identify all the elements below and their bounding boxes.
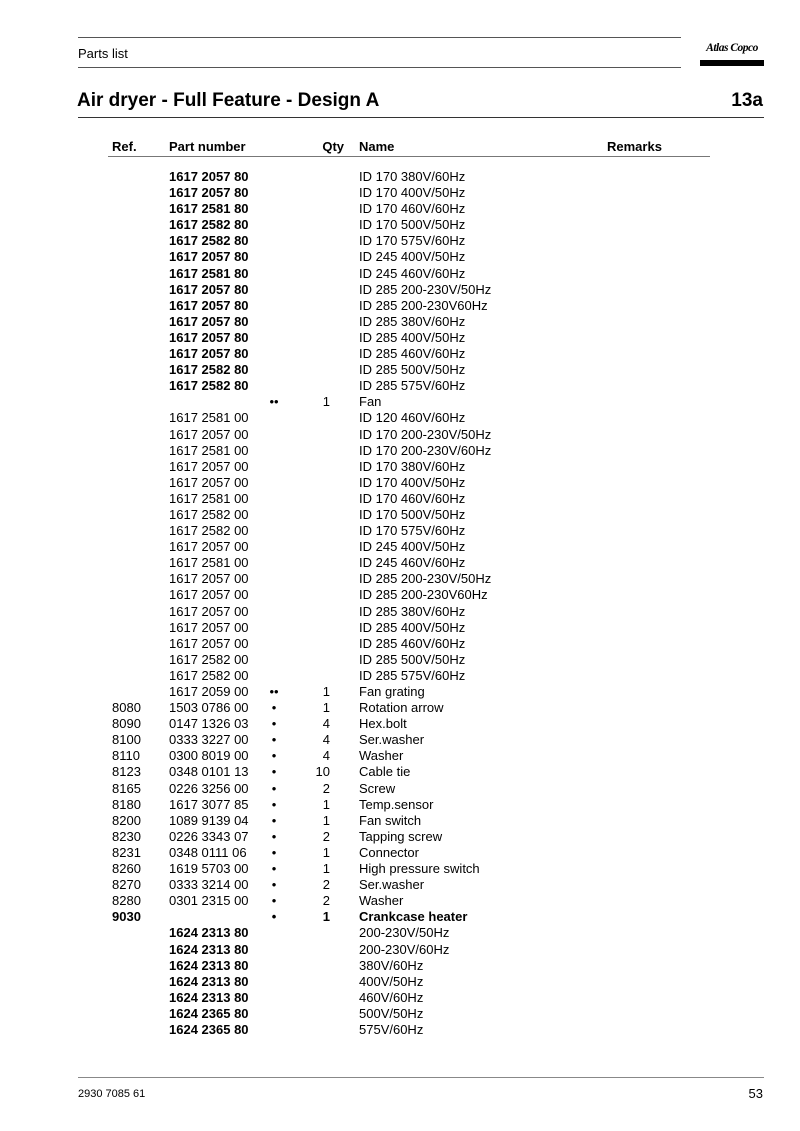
parts-table bbox=[0, 169, 800, 1038]
part-number-cell: 1617 2582 80 bbox=[169, 233, 249, 249]
table-row bbox=[0, 394, 800, 410]
part-number-cell: 1624 2365 80 bbox=[169, 1021, 249, 1037]
ref-cell: 8100 bbox=[112, 732, 141, 748]
qty-cell: 1 bbox=[322, 909, 330, 925]
table-row bbox=[0, 459, 800, 475]
level-marker: • bbox=[271, 780, 277, 796]
table-row bbox=[0, 185, 800, 201]
qty-cell: 1 bbox=[322, 844, 330, 860]
level-marker: • bbox=[271, 748, 277, 764]
name-cell: ID 170 380V/60Hz bbox=[359, 169, 466, 184]
name-cell: 200-230V/60Hz bbox=[359, 941, 450, 957]
qty-cell: 2 bbox=[322, 877, 330, 893]
name-cell: ID 245 460V/60Hz bbox=[359, 265, 466, 281]
table-row bbox=[0, 217, 800, 233]
table-row bbox=[0, 378, 800, 394]
name-cell: ID 170 460V/60Hz bbox=[359, 201, 466, 217]
table-row bbox=[0, 813, 800, 829]
name-cell: ID 285 380V/60Hz bbox=[359, 603, 466, 619]
table-row bbox=[0, 620, 800, 636]
table-row bbox=[0, 475, 800, 491]
part-number-cell: 0301 2315 00 bbox=[169, 893, 249, 909]
column-header-ref: Ref. bbox=[112, 139, 137, 154]
part-number-cell: 1624 2365 80 bbox=[169, 1005, 249, 1021]
name-cell: Fan grating bbox=[359, 684, 425, 699]
table-row bbox=[0, 571, 800, 587]
level-marker: • bbox=[271, 909, 277, 925]
name-cell: ID 285 400V/50Hz bbox=[359, 329, 466, 345]
part-number-cell: 0226 3343 07 bbox=[169, 828, 249, 844]
ref-cell: 8165 bbox=[112, 780, 141, 796]
part-number-cell: 1617 2057 80 bbox=[169, 249, 249, 265]
name-cell: 400V/50Hz bbox=[359, 973, 424, 989]
part-number-cell: 0226 3256 00 bbox=[169, 780, 249, 796]
table-row bbox=[0, 700, 800, 716]
name-cell: ID 170 200-230V/50Hz bbox=[359, 426, 492, 442]
part-number-cell: 1617 2057 80 bbox=[169, 329, 249, 345]
name-cell: Ser.washer bbox=[359, 877, 425, 893]
table-row bbox=[0, 861, 800, 877]
part-number-cell: 0333 3214 00 bbox=[169, 877, 249, 893]
part-number-cell: 1617 2057 00 bbox=[169, 474, 249, 490]
column-header-name: Name bbox=[359, 139, 395, 154]
logo-wordmark: Atlas Copco bbox=[706, 42, 758, 54]
name-cell: Crankcase heater bbox=[359, 909, 468, 925]
qty-cell: 2 bbox=[322, 893, 330, 909]
name-cell: ID 120 460V/60Hz bbox=[359, 410, 466, 426]
part-number-cell: 1624 2313 80 bbox=[169, 957, 249, 973]
table-row bbox=[0, 652, 800, 668]
part-number-cell: 1617 2057 00 bbox=[169, 603, 249, 619]
name-cell: ID 285 380V/60Hz bbox=[359, 313, 466, 329]
logo-bar bbox=[700, 60, 764, 66]
part-number-cell: 1617 2057 00 bbox=[169, 635, 249, 651]
name-cell: ID 285 200-230V/50Hz bbox=[359, 281, 492, 297]
name-cell: ID 170 200-230V/60Hz bbox=[359, 442, 492, 458]
table-row bbox=[0, 169, 800, 185]
table-row bbox=[0, 974, 800, 990]
qty-cell: 1 bbox=[322, 700, 330, 716]
part-number-cell: 1617 3077 85 bbox=[169, 796, 249, 812]
table-row bbox=[0, 942, 800, 958]
part-number-cell: 1089 9139 04 bbox=[169, 812, 249, 828]
table-row bbox=[0, 604, 800, 620]
qty-cell: 4 bbox=[322, 732, 330, 748]
name-cell: ID 170 575V/60Hz bbox=[359, 233, 466, 249]
qty-cell: 1 bbox=[322, 812, 330, 828]
level-marker: • bbox=[271, 812, 277, 828]
table-row bbox=[0, 507, 800, 523]
name-cell: Fan switch bbox=[359, 812, 422, 828]
part-number-cell: 1617 2582 80 bbox=[169, 362, 249, 378]
part-number-cell: 1619 5703 00 bbox=[169, 861, 249, 877]
table-row bbox=[0, 845, 800, 861]
part-number-cell: 1617 2581 00 bbox=[169, 410, 249, 426]
name-cell: ID 245 400V/50Hz bbox=[359, 539, 466, 555]
table-row bbox=[0, 1006, 800, 1022]
level-marker: •• bbox=[269, 394, 279, 410]
name-cell: Cable tie bbox=[359, 764, 411, 780]
name-cell: ID 170 460V/60Hz bbox=[359, 490, 466, 506]
part-number-cell: 1624 2313 80 bbox=[169, 989, 249, 1005]
part-number-cell: 1617 2059 00 bbox=[169, 684, 249, 699]
ref-cell: 8280 bbox=[112, 893, 141, 909]
ref-cell: 9030 bbox=[112, 909, 141, 925]
name-cell: ID 170 575V/60Hz bbox=[359, 523, 466, 539]
table-row bbox=[0, 797, 800, 813]
table-row bbox=[0, 249, 800, 265]
part-number-cell: 1617 2582 80 bbox=[169, 378, 249, 394]
part-number-cell: 1617 2582 00 bbox=[169, 523, 249, 539]
part-number-cell: 0348 0111 06 bbox=[169, 844, 247, 860]
table-row bbox=[0, 233, 800, 249]
table-row bbox=[0, 732, 800, 748]
table-row bbox=[0, 716, 800, 732]
name-cell: Hex.bolt bbox=[359, 716, 407, 732]
table-row bbox=[0, 282, 800, 298]
table-row bbox=[0, 781, 800, 797]
part-number-cell: 1617 2057 00 bbox=[169, 458, 249, 474]
name-cell: ID 285 500V/50Hz bbox=[359, 362, 466, 378]
qty-cell: 1 bbox=[322, 796, 330, 812]
part-number-cell: 1617 2582 00 bbox=[169, 506, 249, 522]
table-row bbox=[0, 555, 800, 571]
part-number-cell: 1617 2057 00 bbox=[169, 539, 249, 555]
name-cell: ID 285 200-230V/50Hz bbox=[359, 571, 492, 587]
table-row bbox=[0, 764, 800, 780]
ref-cell: 8123 bbox=[112, 764, 141, 780]
qty-cell: 1 bbox=[322, 684, 330, 699]
table-row bbox=[0, 362, 800, 378]
level-marker: • bbox=[271, 877, 277, 893]
level-marker: • bbox=[271, 828, 277, 844]
part-number-cell: 1617 2057 00 bbox=[169, 587, 249, 603]
part-number-cell: 1617 2581 80 bbox=[169, 201, 249, 217]
part-number-cell: 1617 2581 00 bbox=[169, 442, 249, 458]
part-number-cell: 1617 2057 80 bbox=[169, 169, 249, 184]
name-cell: ID 245 460V/60Hz bbox=[359, 555, 466, 571]
part-number-cell: 1624 2313 80 bbox=[169, 941, 249, 957]
name-cell: Connector bbox=[359, 844, 419, 860]
level-marker: • bbox=[271, 893, 277, 909]
name-cell: ID 285 575V/60Hz bbox=[359, 667, 466, 683]
level-marker: • bbox=[271, 732, 277, 748]
part-number-cell: 1617 2057 80 bbox=[169, 297, 249, 313]
ref-cell: 8231 bbox=[112, 844, 141, 860]
name-cell: 460V/60Hz bbox=[359, 989, 424, 1005]
header-top-rule bbox=[78, 37, 681, 38]
table-row bbox=[0, 523, 800, 539]
section-code: 13a bbox=[731, 90, 763, 111]
level-marker: • bbox=[271, 844, 277, 860]
table-row bbox=[0, 636, 800, 652]
name-cell: 380V/60Hz bbox=[359, 957, 424, 973]
name-cell: ID 285 460V/60Hz bbox=[359, 346, 466, 362]
table-row bbox=[0, 990, 800, 1006]
name-cell: ID 170 400V/50Hz bbox=[359, 474, 466, 490]
name-cell: Temp.sensor bbox=[359, 796, 434, 812]
name-cell: Rotation arrow bbox=[359, 700, 444, 716]
part-number-cell: 1617 2582 00 bbox=[169, 651, 249, 667]
atlas-copco-logo bbox=[700, 40, 764, 68]
part-number-cell: 0147 1326 03 bbox=[169, 716, 249, 732]
table-row bbox=[0, 298, 800, 314]
qty-cell: 4 bbox=[322, 716, 330, 732]
name-cell: ID 285 200-230V60Hz bbox=[359, 587, 488, 603]
ref-cell: 8270 bbox=[112, 877, 141, 893]
level-marker: • bbox=[271, 861, 277, 877]
part-number-cell: 1503 0786 00 bbox=[169, 700, 249, 716]
title-rule bbox=[78, 117, 764, 118]
table-row bbox=[0, 266, 800, 282]
level-marker: • bbox=[271, 700, 277, 716]
part-number-cell: 1617 2057 80 bbox=[169, 313, 249, 329]
name-cell: ID 285 460V/60Hz bbox=[359, 635, 466, 651]
name-cell: Tapping screw bbox=[359, 828, 443, 844]
table-row bbox=[0, 491, 800, 507]
table-row bbox=[0, 443, 800, 459]
part-number-cell: 1617 2057 80 bbox=[169, 185, 249, 201]
column-header-part-number: Part number bbox=[169, 139, 246, 154]
name-cell: ID 170 500V/50Hz bbox=[359, 506, 466, 522]
table-row bbox=[0, 925, 800, 941]
footer-rule bbox=[78, 1077, 764, 1078]
table-row bbox=[0, 909, 800, 925]
header-label: Parts list bbox=[78, 46, 128, 61]
part-number-cell: 1617 2582 00 bbox=[169, 667, 249, 683]
part-number-cell: 1617 2581 00 bbox=[169, 490, 249, 506]
qty-cell: 4 bbox=[322, 748, 330, 764]
qty-cell: 2 bbox=[322, 828, 330, 844]
ref-cell: 8080 bbox=[112, 700, 141, 716]
name-cell: ID 285 575V/60Hz bbox=[359, 378, 466, 394]
part-number-cell: 1617 2582 80 bbox=[169, 217, 249, 233]
column-header-remarks: Remarks bbox=[607, 139, 662, 154]
part-number-cell: 1617 2057 00 bbox=[169, 571, 249, 587]
header-bottom-rule bbox=[78, 67, 681, 68]
name-cell: Fan bbox=[359, 394, 382, 410]
name-cell: Ser.washer bbox=[359, 732, 425, 748]
level-marker: • bbox=[271, 764, 277, 780]
table-row bbox=[0, 587, 800, 603]
part-number-cell: 1617 2057 00 bbox=[169, 619, 249, 635]
part-number-cell: 1617 2581 00 bbox=[169, 555, 249, 571]
name-cell: 200-230V/50Hz bbox=[359, 925, 450, 941]
table-row bbox=[0, 829, 800, 845]
table-row bbox=[0, 668, 800, 684]
name-cell: Screw bbox=[359, 780, 396, 796]
name-cell: Washer bbox=[359, 893, 404, 909]
column-header-qty: Qty bbox=[322, 139, 344, 154]
ref-cell: 8180 bbox=[112, 796, 141, 812]
name-cell: ID 285 500V/50Hz bbox=[359, 651, 466, 667]
part-number-cell: 1617 2057 80 bbox=[169, 281, 249, 297]
level-marker: •• bbox=[269, 684, 279, 699]
name-cell: ID 285 200-230V60Hz bbox=[359, 297, 488, 313]
level-marker: • bbox=[271, 716, 277, 732]
part-number-cell: 0300 8019 00 bbox=[169, 748, 249, 764]
column-header-rule bbox=[108, 156, 710, 157]
table-row bbox=[0, 201, 800, 217]
page-title: Air dryer - Full Feature - Design A bbox=[77, 90, 380, 111]
name-cell: High pressure switch bbox=[359, 861, 480, 877]
table-row bbox=[0, 427, 800, 443]
document-number: 2930 7085 61 bbox=[78, 1088, 146, 1100]
table-row bbox=[0, 877, 800, 893]
qty-cell: 10 bbox=[315, 764, 330, 780]
page-number: 53 bbox=[748, 1086, 763, 1101]
qty-cell: 1 bbox=[322, 861, 330, 877]
ref-cell: 8200 bbox=[112, 812, 141, 828]
part-number-cell: 1617 2581 80 bbox=[169, 265, 249, 281]
table-row bbox=[0, 346, 800, 362]
table-row bbox=[0, 958, 800, 974]
table-row bbox=[0, 893, 800, 909]
part-number-cell: 1617 2057 00 bbox=[169, 426, 249, 442]
qty-cell: 1 bbox=[322, 394, 330, 410]
ref-cell: 8260 bbox=[112, 861, 141, 877]
table-row bbox=[0, 330, 800, 346]
table-row bbox=[0, 314, 800, 330]
table-row bbox=[0, 410, 800, 426]
ref-cell: 8110 bbox=[112, 748, 140, 764]
qty-cell: 2 bbox=[322, 780, 330, 796]
ref-cell: 8090 bbox=[112, 716, 141, 732]
name-cell: ID 245 400V/50Hz bbox=[359, 249, 466, 265]
table-row bbox=[0, 748, 800, 764]
name-cell: ID 170 500V/50Hz bbox=[359, 217, 466, 233]
ref-cell: 8230 bbox=[112, 828, 141, 844]
name-cell: ID 285 400V/50Hz bbox=[359, 619, 466, 635]
name-cell: ID 170 400V/50Hz bbox=[359, 185, 466, 201]
table-row bbox=[0, 684, 800, 700]
name-cell: ID 170 380V/60Hz bbox=[359, 458, 466, 474]
part-number-cell: 1624 2313 80 bbox=[169, 925, 249, 941]
name-cell: 575V/60Hz bbox=[359, 1021, 424, 1037]
part-number-cell: 0348 0101 13 bbox=[169, 764, 249, 780]
part-number-cell: 1617 2057 80 bbox=[169, 346, 249, 362]
level-marker: • bbox=[271, 796, 277, 812]
name-cell: Washer bbox=[359, 748, 404, 764]
name-cell: 500V/50Hz bbox=[359, 1005, 424, 1021]
table-row bbox=[0, 539, 800, 555]
part-number-cell: 0333 3227 00 bbox=[169, 732, 249, 748]
table-row bbox=[0, 1022, 800, 1038]
part-number-cell: 1624 2313 80 bbox=[169, 973, 249, 989]
